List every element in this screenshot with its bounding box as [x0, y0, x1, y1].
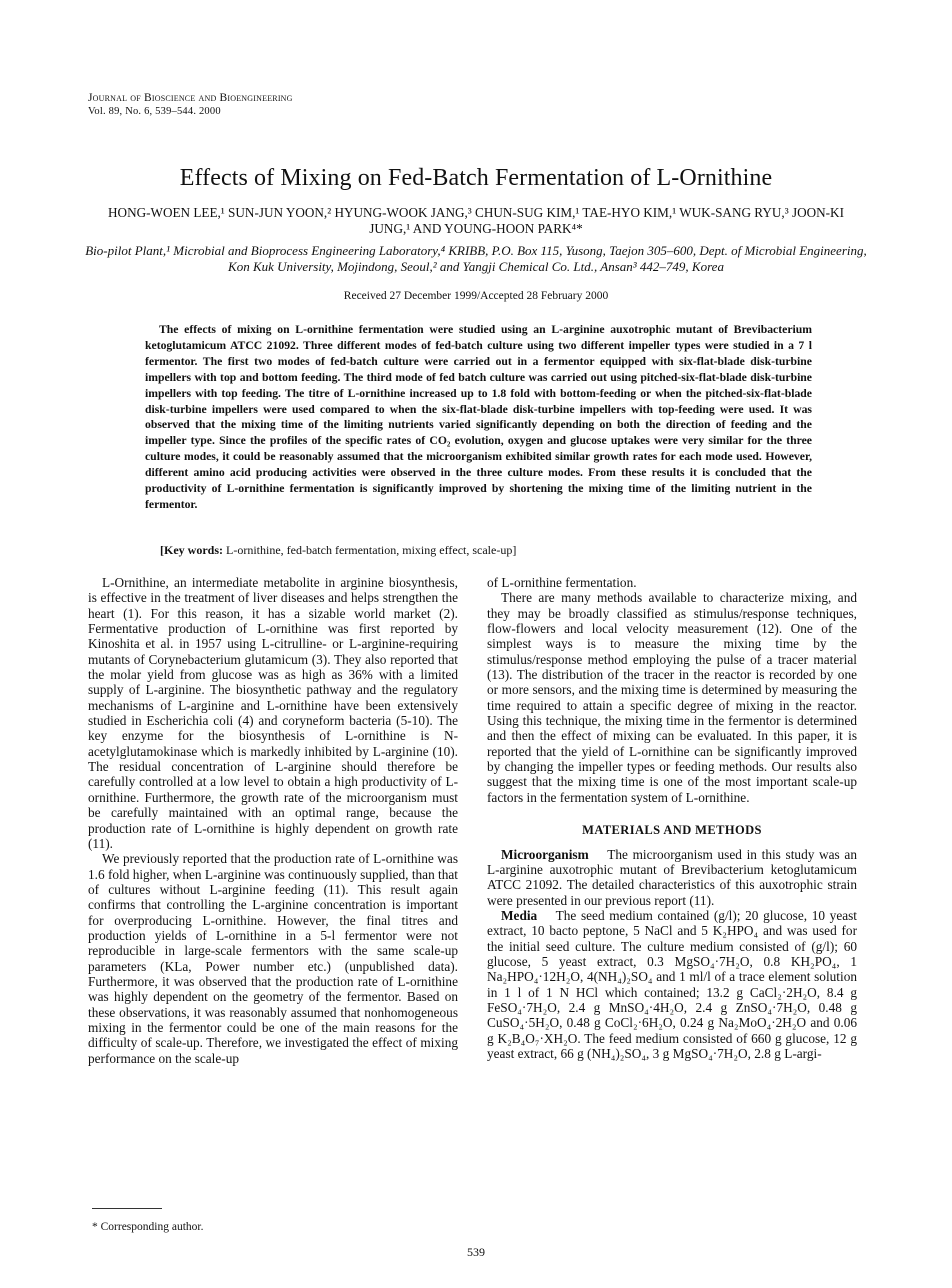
microorganism-paragraph: [487, 847, 857, 908]
keywords-label: [Key words:: [160, 543, 223, 557]
abstract: The effects of mixing on L-ornithine fermentation were studied using an L-arginine auxotrophic mutant of Brevibacterium ketoglutamicum ATCC 21092. Three different modes of fed-batch culture using two different impeller types were studied in a 7 l fermentor. The first two modes of fed-batch culture were carried out in a fermentor equipped with six-flat-blade disk-turbine impellers with top and bottom feeding. The third mode of fed batch culture was carried out using pitched-six-flat-blade disk-turbine impellers with top feeding. The titre of L-ornithine increased up to 1.8 fold with bottom-feeding or when the pitched-six-flat-blade disk-turbine impellers were used compared to when the six-flat-blade disk-turbine impellers with top-feeding were used. It was observed that the mixing time of the limiting nutrients varied significantly depending on both the direction of feeding and the impeller type. Since the profiles of the specific rates of CO₂ evolution, oxygen and glucose uptakes were very similar for the three culture modes, it could be reasonably assumed that the microorganism exhibited similar growth rates for each mode used. However, different amino acid producing activities were observed in the three culture modes. From these results it is concluded that the productivity of L-ornithine fermentation is significantly improved by shortening the mixing time of the limiting nutrient in the fermentor.: [145, 323, 812, 511]
microorganism-text: The microorganism used in this study was an L-arginine auxotrophic mutant of Brevibacterium ketoglutamicum ATCC 21092. The detailed characteristics of this auxotrophic strain were presented in our previous report (11).: [487, 846, 857, 908]
article-title: Effects of Mixing on Fed-Batch Fermentation of L-Ornithine: [179, 165, 773, 191]
keywords: [160, 543, 812, 558]
intro-paragraph-2: We previously reported that the production rate of L-ornithine was 1.6 fold higher, when L-arginine was continuously supplied, than that of cultures without L-arginine feeding (11). This result again confirms that controlling the L-arginine concentration is important for overproducing L-ornithine. However, the final titres and production yields of L-ornithine in a 5-l fermentor were not reproducible in large-scale fermentors with the same scale-up parameters (KLa, Power number etc.) (unpublished data). Furthermore, it was observed that the production rate of L-ornithine was highly dependent on the geometry of the fermentor. Based on these observations, it was reasonably assumed that nonhomogeneous mixing in the fermentor could be one of the main reasons for the difficulty of scale-up. Therefore, we investigated the effect of mixing performance on the scale-up: [88, 851, 458, 1066]
author-list: HONG-WOEN LEE,¹ SUN-JUN YOON,² HYUNG-WOOK JANG,³ CHUN-SUG KIM,¹ TAE-HYO KIM,¹ WUK-SANG RYU,³ JOON-KI JUNG,¹ AND YOUNG-HOON PARK⁴*: [108, 205, 844, 236]
page-number: 539: [467, 1245, 485, 1259]
journal-citation: Vol. 89, No. 6, 539–544. 2000: [88, 106, 221, 117]
received-dates: Received 27 December 1999/Accepted 28 February 2000: [343, 290, 609, 302]
media-text: The seed medium contained (g/l); 20 glucose, 10 yeast extract, 10 bacto peptone, 5 NaCl and 5 K₂HPO₄ and was used for the initial seed culture. The culture medium consisted of (g/l); 60 glucose, 5 yeast extract, 0.3 MgSO₄·7H₂O, 0.8 KH₂PO₄, 1 Na₂HPO₄·12H₂O, 4(NH₄)₂SO₄ and 1 ml/l of a trace element solution in 1 l of 1 N HCl which contained; 13.2 g CaCl₂·2H₂O, 8.4 g FeSO₄·7H₂O, 2.4 g MnSO₄·4H₂O, 2.4 g ZnSO₄·7H₂O, 0.48 g CuSO₄·5H₂O, 0.48 g CoCl₂·6H₂O, 0.24 g Na₂MoO₄·2H₂O and 0.06 g K₂B₄O₇·XH₂O. The feed medium consisted of 660 g glucose, 12 g yeast extract, 66 g (NH₄)₂SO₄, 3 g MgSO₄·7H₂O, 2.8 g L-argi-: [487, 907, 857, 1061]
affiliations: Bio-pilot Plant,¹ Microbial and Bioprocess Engineering Laboratory,⁴ KRIBB, P.O. Box 115, Yusong, Taejon 305–600, Dept. of Microbial Engineering, Kon Kuk University, Mojindong, Seoul,² and Yangji Chemical Co. Ltd., Ansan³ 442–749, Korea: [85, 243, 867, 274]
right-column: [487, 575, 857, 1061]
corresponding-author-footnote: * Corresponding author.: [92, 1221, 204, 1233]
footnote-rule: [92, 1208, 162, 1209]
media-paragraph: [487, 908, 857, 1061]
media-label: Media: [501, 907, 538, 923]
journal-header: [88, 92, 293, 118]
intro-paragraph-3: There are many methods available to characterize mixing, and they may be broadly classified as stimulus/response techniques, flow-flowers and local velocity measurement (12). One of the simplest ways is to measure the mixing time by the stimulus/response method employing the pulse of a tracer material (13). The distribution of the tracer in the reactor is recorded by one or more sensors, and the mixing time is determined by measuring the time required to attain a specific degree of mixing in the reactor. Using this technique, the mixing time in the fermentor is determined and then the effect of mixing can be evaluated. In this paper, it is reported that the yield of L-ornithine can be significantly improved by changing the impeller types or feeding methods. Our results also suggest that the mixing time is one of the most important scale-up factors in the fermentation system of L-ornithine.: [487, 590, 857, 805]
intro-paragraph-1: L-Ornithine, an intermediate metabolite in arginine biosynthesis, is effective in the treatment of liver diseases and helps strengthen the heart (1). For this reason, it has a sizable world market (2). Fermentative production of L-ornithine was first reported by Kinoshita et al. in 1957 using L-citrulline- or L-arginine-requiring mutants of Corynebacterium glutamicum (3). They also reported that the molar yield from glucose was as high as 36% with a limited supply of L-arginine. The biosynthetic pathway and the regulatory mechanisms of L-arginine and L-ornithine have been extensively studied in Escherichia coli (4) and coryneform bacteria (5-10). The key enzyme for the biosynthesis of L-ornithine is N-acetylglutamokinase which is markedly inhibited by L-arginine (10). The residual concentration of L-arginine should therefore be carefully controlled at a low level to obtain a high productivity of L-ornithine. Furthermore, the growth rate of the microorganism must be carefully maintained with an optimal range, because the production rate of L-ornithine is highly dependent on growth rate (11).: [88, 575, 458, 851]
microorganism-label: Microorganism: [501, 846, 589, 862]
intro-continuation: of L-ornithine fermentation.: [487, 575, 637, 590]
left-column: [88, 575, 458, 1066]
keywords-text: L-ornithine, fed-batch fermentation, mixing effect, scale-up]: [226, 543, 517, 557]
journal-name: Journal of Bioscience and Bioengineering: [88, 92, 293, 104]
section-heading-materials-methods: MATERIALS AND METHODS: [582, 823, 762, 838]
